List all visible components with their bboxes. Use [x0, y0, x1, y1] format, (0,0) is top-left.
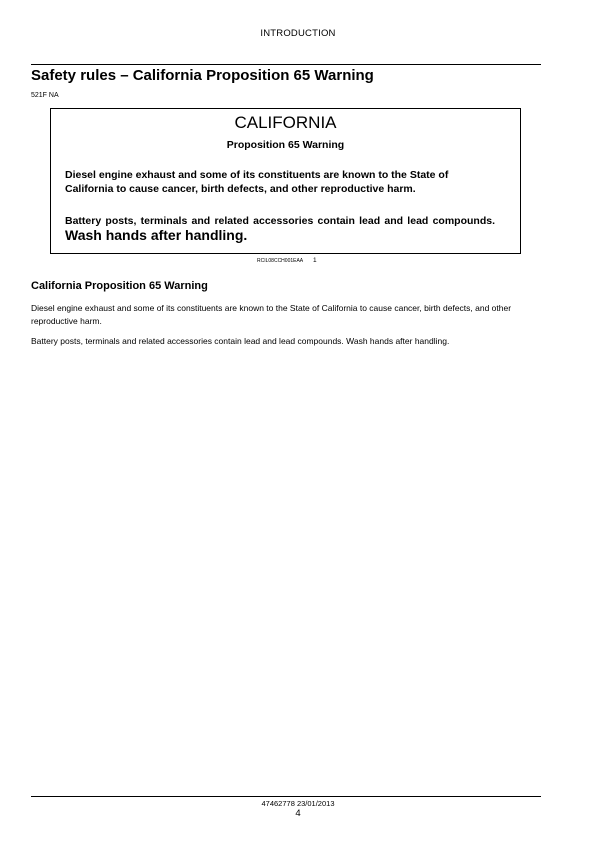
figure-number: 1 — [313, 257, 317, 264]
figure-reference: RCIL08CCH001EAA — [257, 258, 304, 264]
warning-decal-box — [50, 108, 521, 254]
warning-battery-text: Battery posts, terminals and related accessories contain lead and lead compounds. — [65, 215, 495, 227]
header-rule — [31, 64, 541, 65]
page-title: Safety rules – California Proposition 65 Warning — [31, 67, 374, 84]
section-heading: California Proposition 65 Warning — [31, 280, 208, 292]
warning-state: CALIFORNIA — [234, 113, 337, 132]
warning-paragraph-exhaust: Diesel engine exhaust and some of its constituents are known to the State of California to cause cancer, birth defects, and other reproductive harm. — [65, 169, 449, 195]
body-paragraph-battery: Battery posts, terminals and related accessories contain lead and lead compounds. Wash hands after handling. — [31, 336, 450, 346]
header-section-title: INTRODUCTION — [260, 28, 336, 39]
footer-rule — [31, 796, 541, 797]
body-paragraph-exhaust: Diesel engine exhaust and some of its constituents are known to the State of California to cause cancer, birth defects, and other reproductive harm. — [31, 303, 512, 326]
page-number: 4 — [295, 808, 301, 819]
warning-subtitle: Proposition 65 Warning — [226, 139, 345, 151]
footer-doc-id: 47462778 23/01/2013 — [261, 799, 335, 808]
warning-wash-hands: Wash hands after handling. — [65, 227, 248, 243]
warning-paragraph-battery — [65, 214, 495, 244]
model-label: 521F NA — [31, 92, 59, 99]
